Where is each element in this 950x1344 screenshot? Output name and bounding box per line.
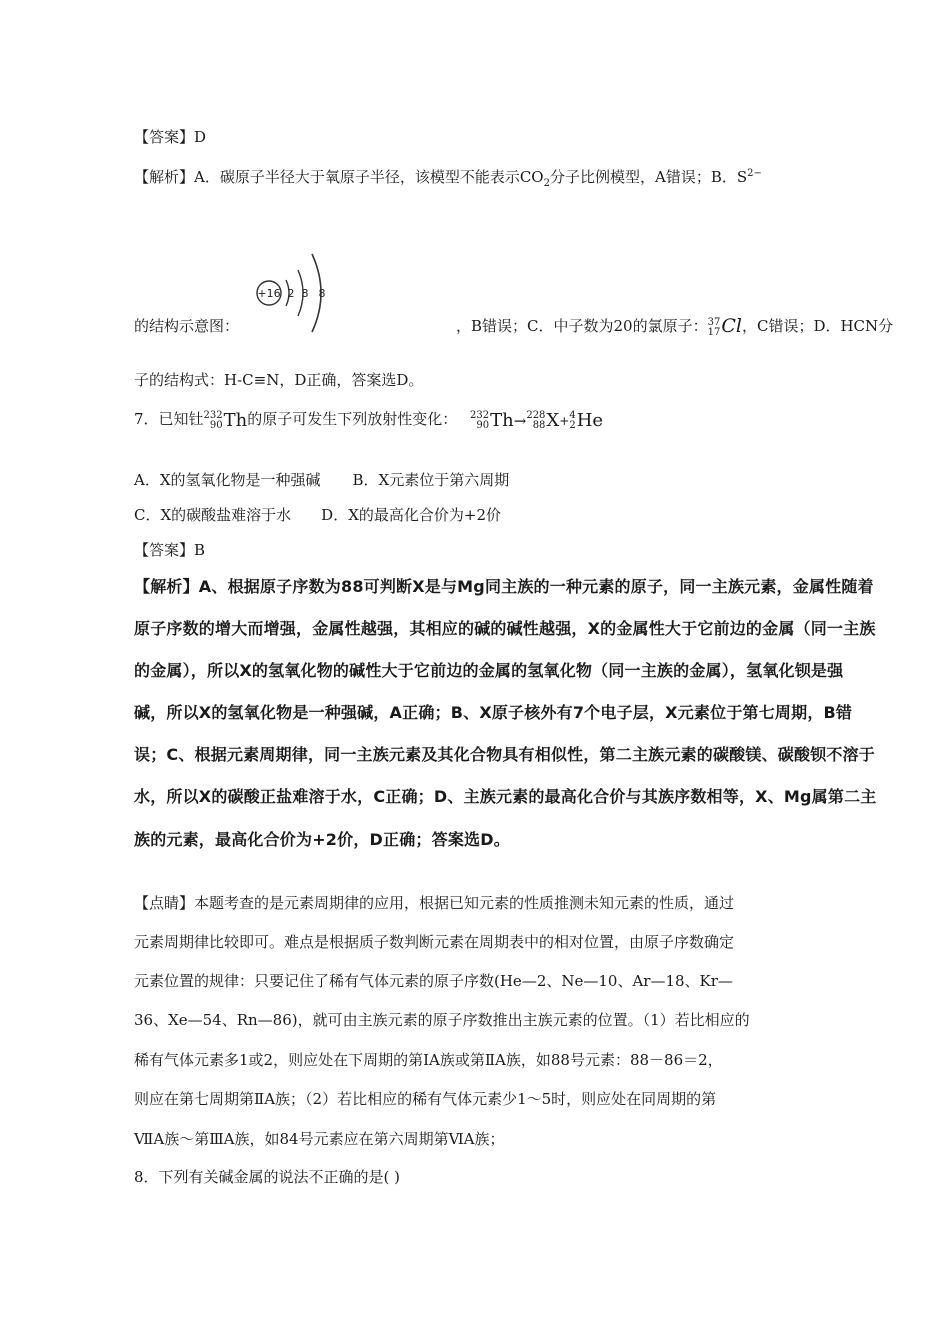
tip-line: 【点睛】本题考查的是元素周期律的应用，根据已知元素的性质推测未知元素的性质，通过 (134, 894, 735, 912)
analysis-line (134, 164, 762, 194)
element-symbol: He (576, 409, 604, 431)
option-a[interactable]: A．X的氢氧化物是一种强碱 (134, 471, 321, 489)
reaction-arrow: → (513, 411, 527, 430)
analysis-line: 水，所以X的碳酸正盐难溶于水，C正确；D、主族元素的最高化合价与其族序数相等，X、Mg属第二主 (134, 787, 877, 806)
tip-line: 稀有气体元素多1或2，则应处在下周期的第ⅠA族或第ⅡA族，如88号元素：88－86＝2， (134, 1051, 723, 1069)
element-symbol: X (546, 409, 560, 431)
analysis-line: 族的元素，最高化合价为+2价，D正确；答案选D。 (134, 830, 510, 849)
thorium-nuclide (204, 410, 248, 431)
shell-electron-count: 8 (318, 287, 326, 300)
element-symbol: Th (223, 409, 248, 431)
element-symbol: Cl (721, 315, 742, 337)
shell-electron-count: 2 (287, 287, 295, 300)
mass-number: 232 (203, 409, 223, 421)
element-symbol: Th (490, 409, 514, 431)
atomic-number: 90 (209, 419, 223, 431)
atomic-number: 90 (476, 419, 490, 431)
question-stem: 8．下列有关碱金属的说法不正确的是( ) (134, 1168, 401, 1186)
analysis-text: ，B错误；C．中子数为20的氯原子： (456, 317, 708, 335)
option-row (134, 470, 509, 490)
option-d[interactable]: D．X的最高化合价为+2价 (321, 506, 501, 524)
option-c[interactable]: C．X的碳酸盐难溶于水 (134, 506, 292, 524)
tip-line: 元素位置的规律：只要记住了稀有气体元素的原子序数(He—2、Ne—10、Ar—18、Kr— (134, 972, 733, 990)
shell-electron-count: 8 (301, 287, 309, 300)
atomic-number: 17 (707, 327, 721, 338)
atomic-number: 2 (569, 419, 576, 431)
tip-line: 则应在第七周期第ⅡA族；（2）若比相应的稀有气体元素少1～5时，则应处在同周期的第 (134, 1090, 717, 1108)
atomic-number: 88 (532, 419, 546, 431)
analysis-text: ，C错误；D．HCN分 (741, 317, 894, 335)
question-text: 的原子可发生下列放射性变化： (247, 410, 458, 428)
mass-number: 228 (526, 409, 546, 421)
subscript: 2 (543, 178, 550, 189)
plus-sign: + (559, 413, 570, 428)
analysis-line (134, 316, 893, 338)
answer-label: 【答案】B (134, 541, 206, 559)
mass-number: 232 (470, 409, 490, 421)
analysis-line: 碱，所以X的氢氧化物是一种强碱，A正确；B、X原子核外有7个电子层，X元素位于第七周期，B错 (134, 703, 853, 722)
tip-line: 元素周期律比较即可。难点是根据质子数判断元素在周期表中的相对位置，由原子序数确定 (134, 933, 735, 951)
analysis-line: 误；C、根据元素周期律，同一主族元素及其化合物具有相似性，第二主族元素的碳酸镁、碳酸钡不溶于 (134, 745, 875, 764)
tip-line: ⅦA族～第ⅢA族，如84号元素应在第六周期第ⅥA族； (134, 1130, 505, 1148)
analysis-line: 原子序数的增大而增强，金属性越强，其相应的碱的碱性越强，X的金属性大于它前边的金属（同一主族 (134, 619, 876, 638)
analysis-text: 【解析】A．碳原子半径大于氧原子半径，该模型不能表示CO (134, 168, 544, 186)
mass-number: 37 (707, 317, 721, 328)
decay-equation (470, 410, 603, 431)
question-stem (134, 409, 603, 431)
analysis-line: 的金属），所以X的氢氧化物的碱性大于它前边的金属的氢氧化物（同一主族的金属），氢氧化钡是强 (134, 661, 844, 680)
option-b[interactable]: B．X元素位于第六周期 (352, 471, 510, 489)
analysis-line: 【解析】A、根据原子序数为88可判断X是与Mg同主族的一种元素的原子，同一主族元素，金属性随着 (134, 577, 874, 596)
answer-label: 【答案】D (134, 128, 207, 146)
analysis-line: 子的结构式：H-C≡N，D正确，答案选D。 (134, 371, 424, 389)
chlorine-37-nuclide (708, 316, 742, 338)
option-row (134, 505, 501, 525)
nucleus-label: +16 (257, 287, 281, 300)
question-text: 7．已知钍 (134, 410, 204, 428)
mass-number: 4 (569, 409, 576, 421)
tip-line: 36、Xe—54、Rn—86)，就可由主族元素的原子序数推出主族元素的位置。（1）若比相应的 (134, 1011, 750, 1029)
analysis-text: 分子比例模型，A错误；B．S (550, 168, 748, 186)
analysis-text: 的结构示意图： (134, 317, 240, 335)
superscript: 2− (747, 168, 762, 179)
